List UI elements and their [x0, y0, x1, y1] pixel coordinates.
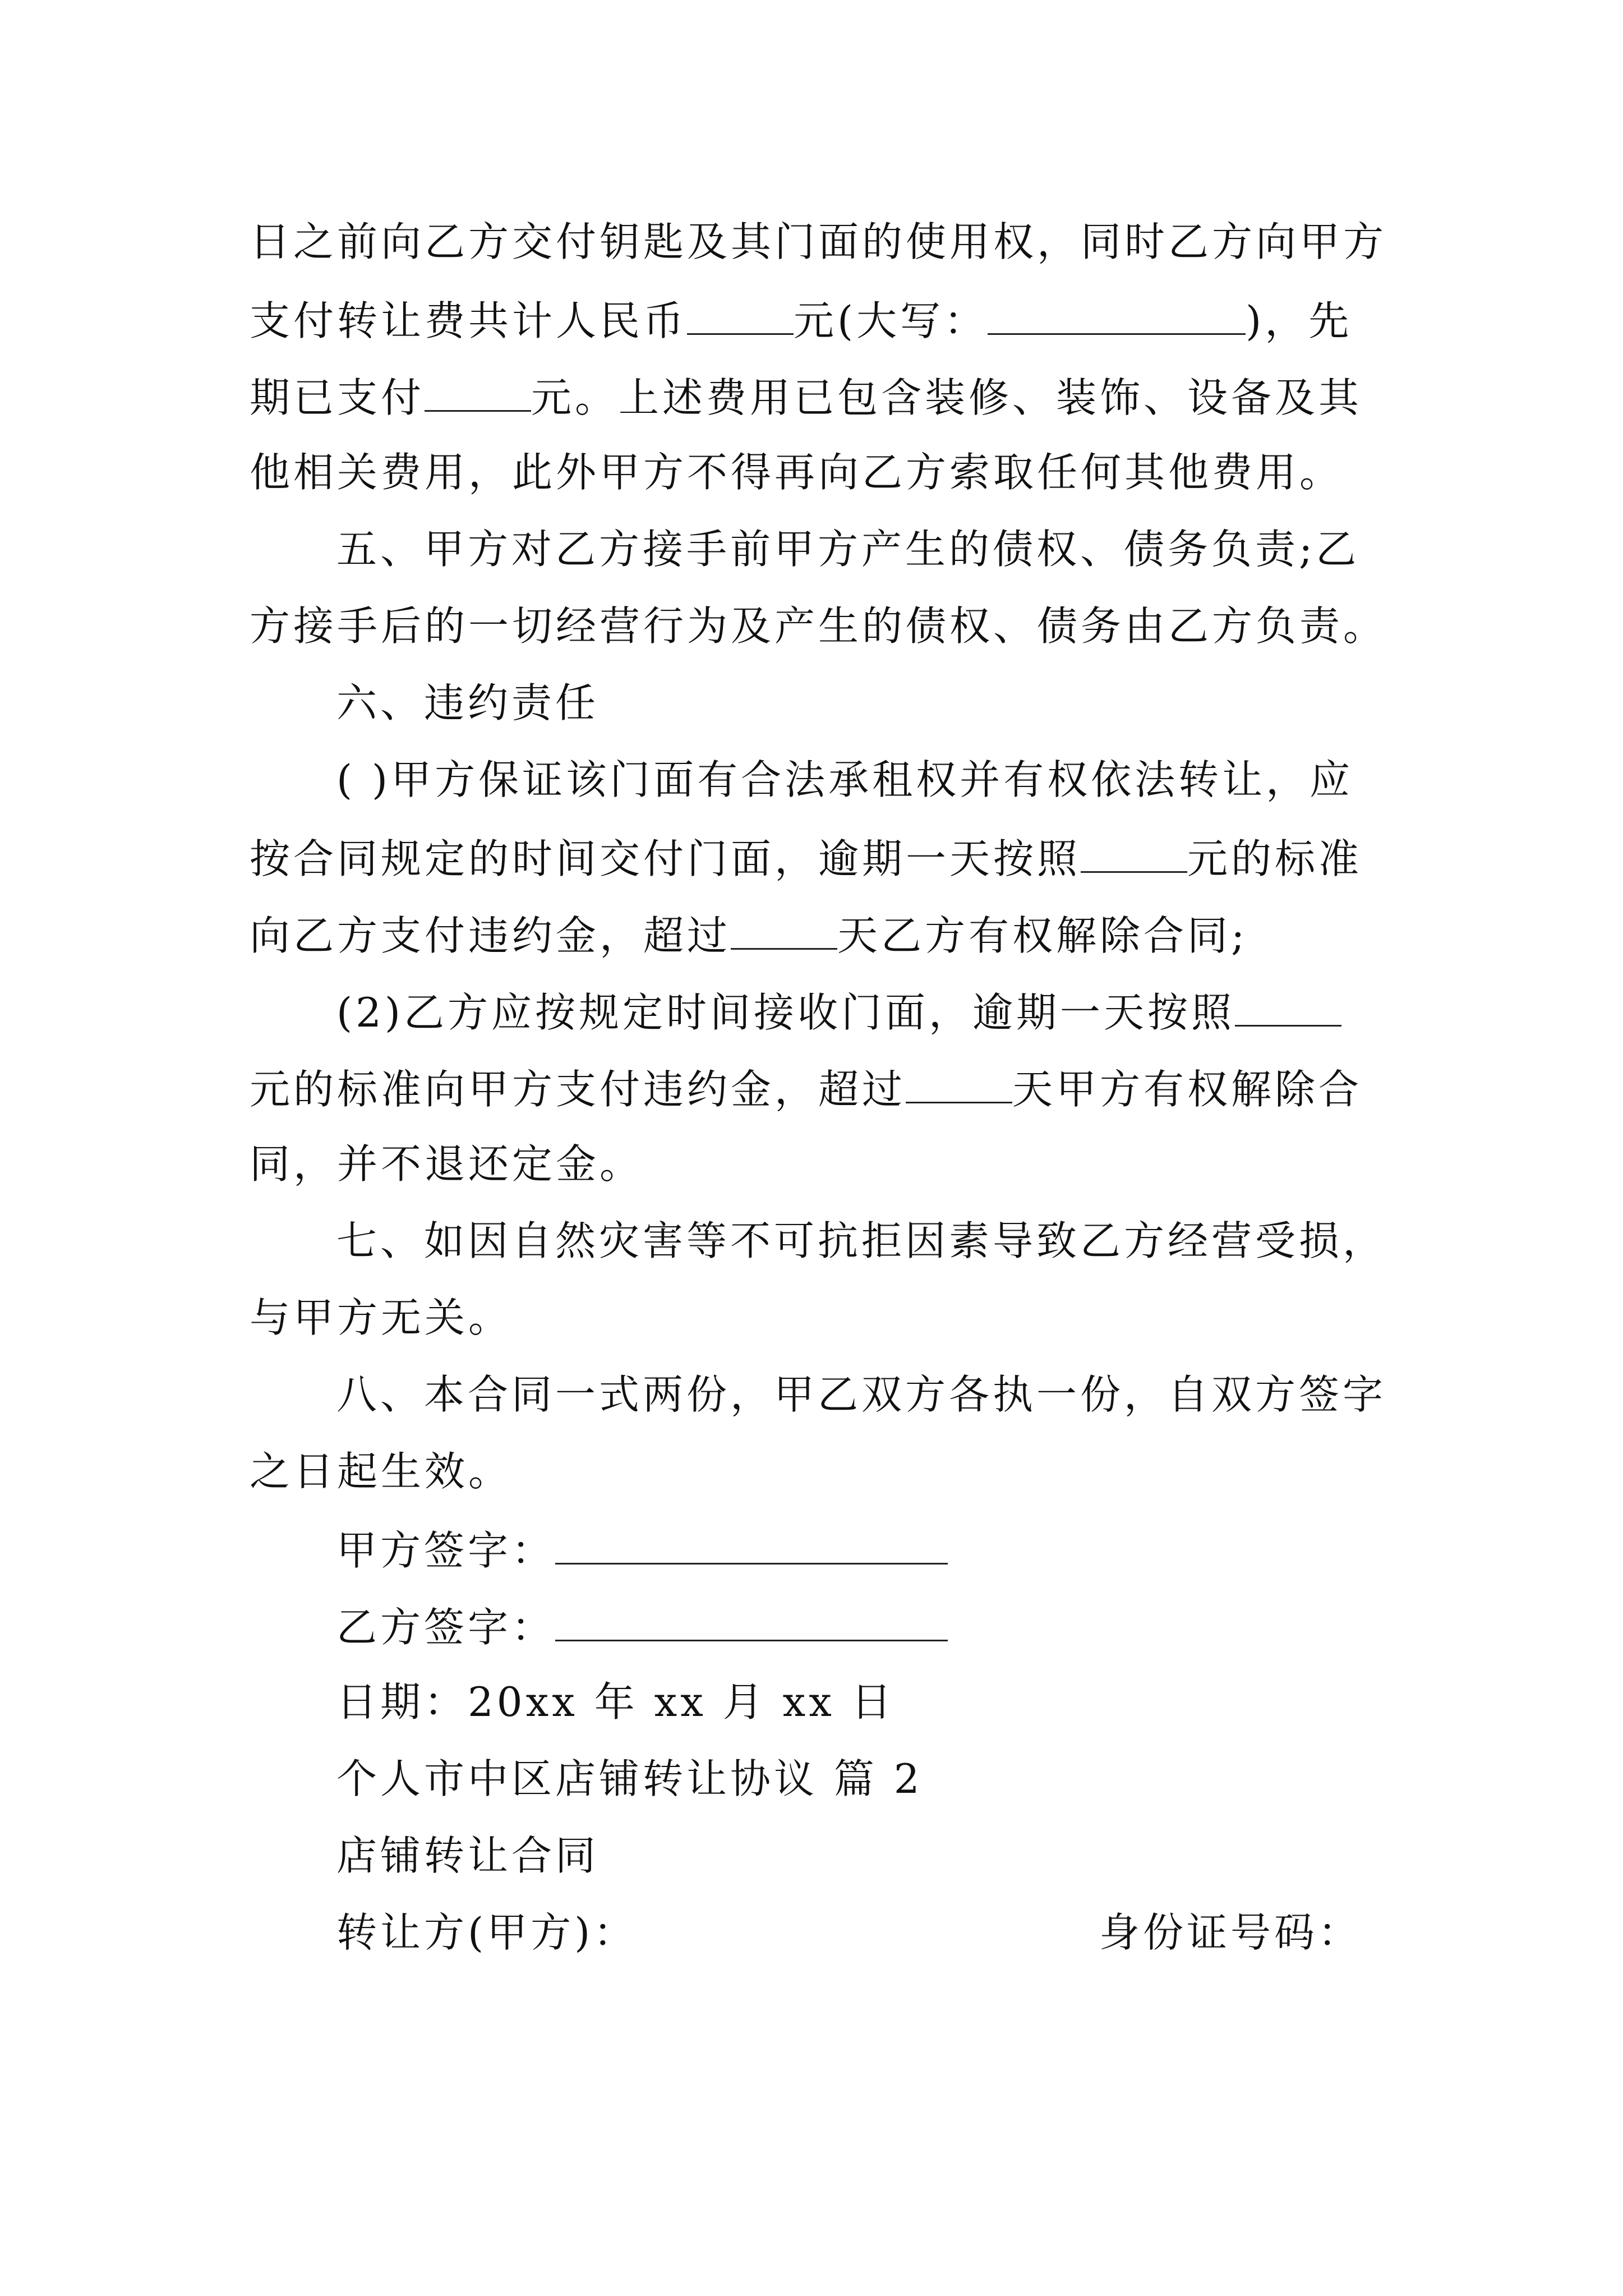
id-number-label [1099, 1909, 1362, 1956]
text-line-content: 方接手后的一切经营行为及产生的债权、债务由乙方负责。 [250, 602, 1387, 650]
text-line-content: 他相关费用，此外甲方不得再向乙方索取任何其他费用。 [250, 449, 1344, 496]
signature-blank [555, 1605, 948, 1641]
text-line-content: 与甲方无关。 [250, 1294, 513, 1341]
text-line [336, 1217, 1387, 1264]
signature-blank [555, 1528, 948, 1565]
text-line-content: (2)乙方应按规定时间接收门面，逾期一天按照 [336, 989, 1235, 1036]
fill-blank [1081, 836, 1187, 873]
date-line [336, 1678, 895, 1726]
text-line-content: 个人市中区店铺转让协议 篇 2 [336, 1755, 923, 1802]
section-heading [336, 679, 600, 726]
transferor-label [336, 1909, 638, 1956]
text-line-content: 向乙方支付违约金，超过 [250, 912, 731, 959]
text-line-content: 五、甲方对乙方接手前甲方产生的债权、债务负责;乙 [336, 526, 1360, 573]
text-line-content: 七、如因自然灾害等不可抗拒因素导致乙方经营受损， [336, 1217, 1387, 1264]
text-line-content: 元的标准向甲方支付违约金，超过 [250, 1066, 906, 1113]
text-line-content: 六、违约责任 [336, 679, 600, 726]
text-line-content: 八、本合同一式两份，甲乙双方各执一份，自双方签字 [336, 1371, 1387, 1418]
text-line [250, 912, 1248, 959]
text-line-content: 日之前向乙方交付钥匙及其门面的使用权，同时乙方向甲方 [250, 218, 1387, 265]
text-line-content: 店铺转让合同 [336, 1832, 600, 1879]
text-line [336, 1371, 1387, 1418]
text-line-content: 同，并不退还定金。 [250, 1140, 644, 1188]
text-line-content: 天甲方有权解除合 [1012, 1066, 1363, 1113]
fill-blank [906, 1067, 1012, 1103]
text-line [250, 218, 1387, 265]
text-line-content: ( )甲方保证该门面有合法承租权并有权依法转让，应 [336, 756, 1354, 803]
signature-line-party-a [336, 1527, 948, 1574]
text-line-content: 元的标准 [1187, 835, 1363, 882]
text-line-content: 期已支付 [250, 374, 425, 421]
text-line-content: 日期：20xx 年 xx 月 xx 日 [336, 1678, 895, 1726]
text-line [250, 449, 1344, 496]
text-line-content: 按合同规定的时间交付门面，逾期一天按照 [250, 835, 1081, 882]
text-line [250, 602, 1387, 650]
fill-blank [425, 375, 531, 412]
text-line [250, 1066, 1363, 1113]
section-title [336, 1755, 923, 1802]
fill-blank [988, 298, 1246, 335]
text-line-content: 身份证号码： [1099, 1909, 1362, 1956]
text-line [250, 835, 1363, 882]
text-line [250, 297, 1353, 344]
text-line-content: 之日起生效。 [250, 1448, 513, 1495]
text-line [336, 756, 1354, 803]
text-line-content: 转让方(甲方)： [336, 1909, 638, 1956]
text-line-content: 元。上述费用已包含装修、装饰、设备及其 [531, 374, 1363, 421]
contract-title [336, 1832, 600, 1879]
text-line [250, 1294, 513, 1341]
text-line [336, 526, 1360, 573]
signature-label: 乙方签字： [336, 1604, 556, 1651]
signature-line-party-b [336, 1604, 948, 1651]
text-line [250, 1140, 644, 1188]
fill-blank [687, 298, 794, 335]
text-line [336, 989, 1341, 1036]
text-line-content: 支付转让费共计人民币 [250, 297, 688, 344]
fill-blank [731, 913, 837, 950]
fill-blank [1235, 990, 1341, 1027]
signature-label: 甲方签字： [336, 1527, 556, 1574]
text-line-content: 元(大写： [794, 297, 988, 344]
text-line [250, 374, 1363, 421]
text-line-content: )，先 [1246, 297, 1353, 344]
text-line-content: 天乙方有权解除合同; [837, 912, 1248, 959]
text-line [250, 1448, 513, 1495]
